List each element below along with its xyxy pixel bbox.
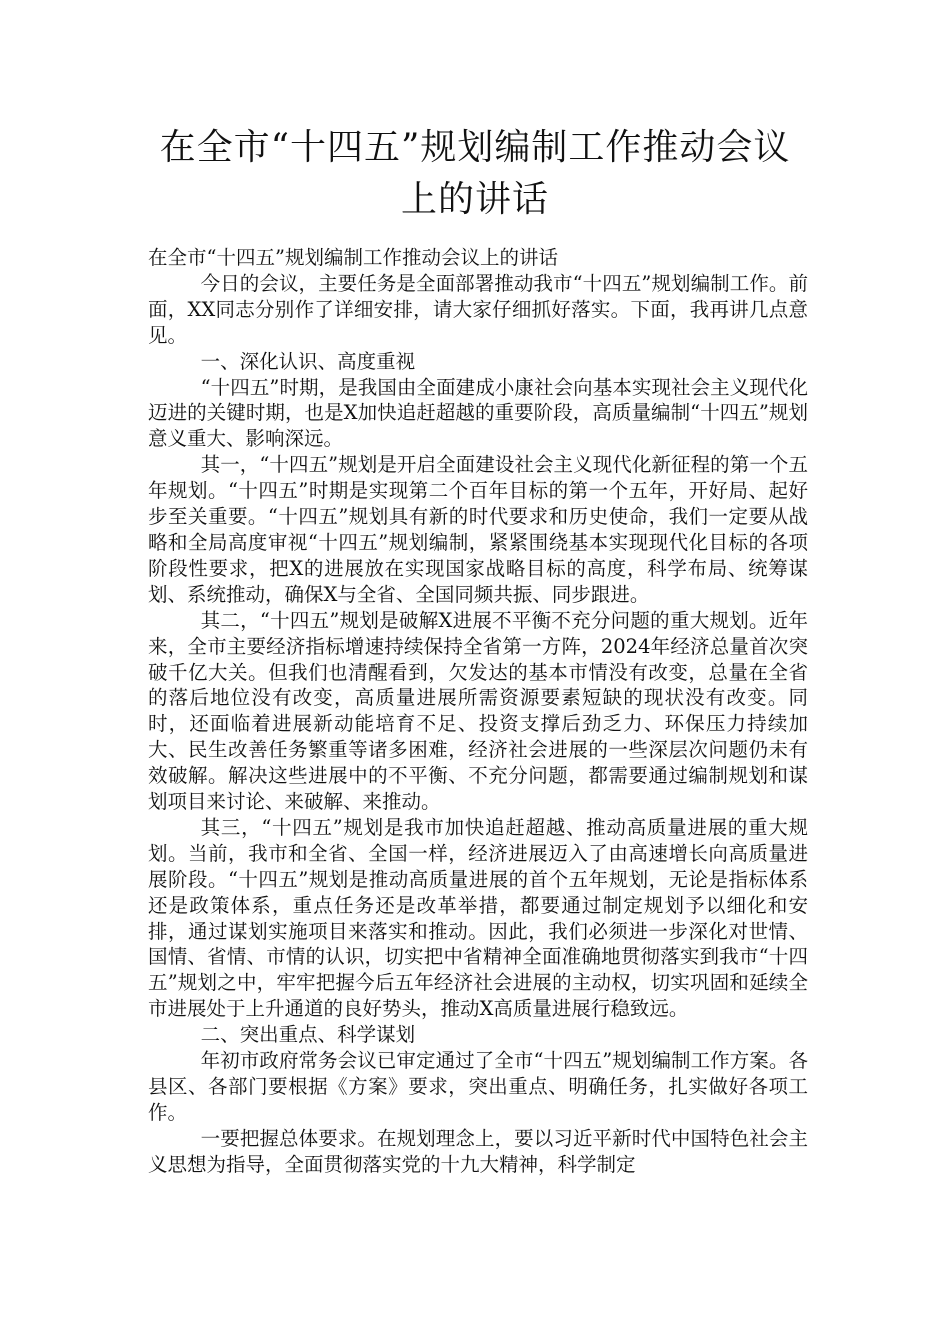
paragraph-plan: 年初市政府常务会议已审定通过了全市“十四五”规划编制工作方案。各县区、各部门要根据《方案》要求，突出重点、明确任务，扎实做好各项工作。 xyxy=(148,1049,808,1124)
title-line-1: 在全市“十四五”规划编制工作推动会议 xyxy=(159,127,791,168)
document-subtitle: 在全市“十四五”规划编制工作推动会议上的讲话 xyxy=(148,246,558,269)
paragraph-significance: “十四五”时期，是我国由全面建成小康社会向基本实现社会主义现代化迈进的关键时期，也是X加快追赶超越的重要阶段，高质量编制“十四五”规划意义重大、影响深远。 xyxy=(148,375,808,451)
section-heading-2: 二、突出重点、科学谋划 xyxy=(200,1023,416,1047)
paragraph-point-3: 其三，“十四五”规划是我市加快追赶超越、推动高质量进展的重大规划。当前，我市和全省、全国一样，经济进展迈入了由高速增长向高质量进展阶段。“十四五”规划是推动高质量进展的首个五年规划，无论是指标体系还是政策体系，重点任务还是改革举措，都要通过制定规划予以细化和安排，通过谋划实施项目来落实和推动。因此，我们必须进一步深化对世情、国情、省情、市情的认识，切实把中省精神全面准确地贯彻落实到我市“十四五”规划之中，牢牢把握今后五年经济社会进展的主动权，切实巩固和延续全市进展处于上升通道的良好势头，推动X高质量进展行稳致远。 xyxy=(148,815,808,1021)
paragraph-point-1: 其一，“十四五”规划是开启全面建设社会主义现代化新征程的第一个五年规划。“十四五”时期是实现第二个百年目标的第一个五年，开好局、起好步至关重要。“十四五”规划具有新的时代要求和历史使命，我们一定要从战略和全局高度审视“十四五”规划编制，紧紧围绕基本实现现代化目标的各项阶段性要求，把X的进展放在实现国家战略目标的高度，科学布局、统筹谋划、系统推动，确保X与全省、全国同频共振、同步跟进。 xyxy=(148,453,808,606)
section-heading-1: 一、深化认识、高度重视 xyxy=(200,349,416,373)
document-body xyxy=(148,245,808,1178)
paragraph-requirement-1: 一要把握总体要求。在规划理念上，要以习近平新时代中国特色社会主义思想为指导，全面贯彻落实党的十九大精神，科学制定 xyxy=(148,1126,808,1176)
paragraph-intro: 今日的会议，主要任务是全面部署推动我市“十四五”规划编制工作。前面，XX同志分别作了详细安排，请大家仔细抓好落实。下面，我再讲几点意见。 xyxy=(148,271,808,347)
paragraph-point-2: 其二，“十四五”规划是破解X进展不平衡不充分问题的重大规划。近年来，全市主要经济指标增速持续保持全省第一方阵，2024年经济总量首次突破千亿大关。但我们也清醒看到，欠发达的基本市情没有改变，总量在全省的落后地位没有改变，高质量进展所需资源要素短缺的现状没有改变。同时，还面临着进展新动能培育不足、投资支撑后劲乏力、环保压力持续加大、民生改善任务繁重等诸多困难，经济社会进展的一些深层次问题仍未有效破解。解决这些进展中的不平衡、不充分问题，都需要通过编制规划和谋划项目来讨论、来破解、来推动。 xyxy=(148,608,808,814)
document-title xyxy=(130,122,820,226)
title-line-2: 上的讲话 xyxy=(400,179,549,220)
